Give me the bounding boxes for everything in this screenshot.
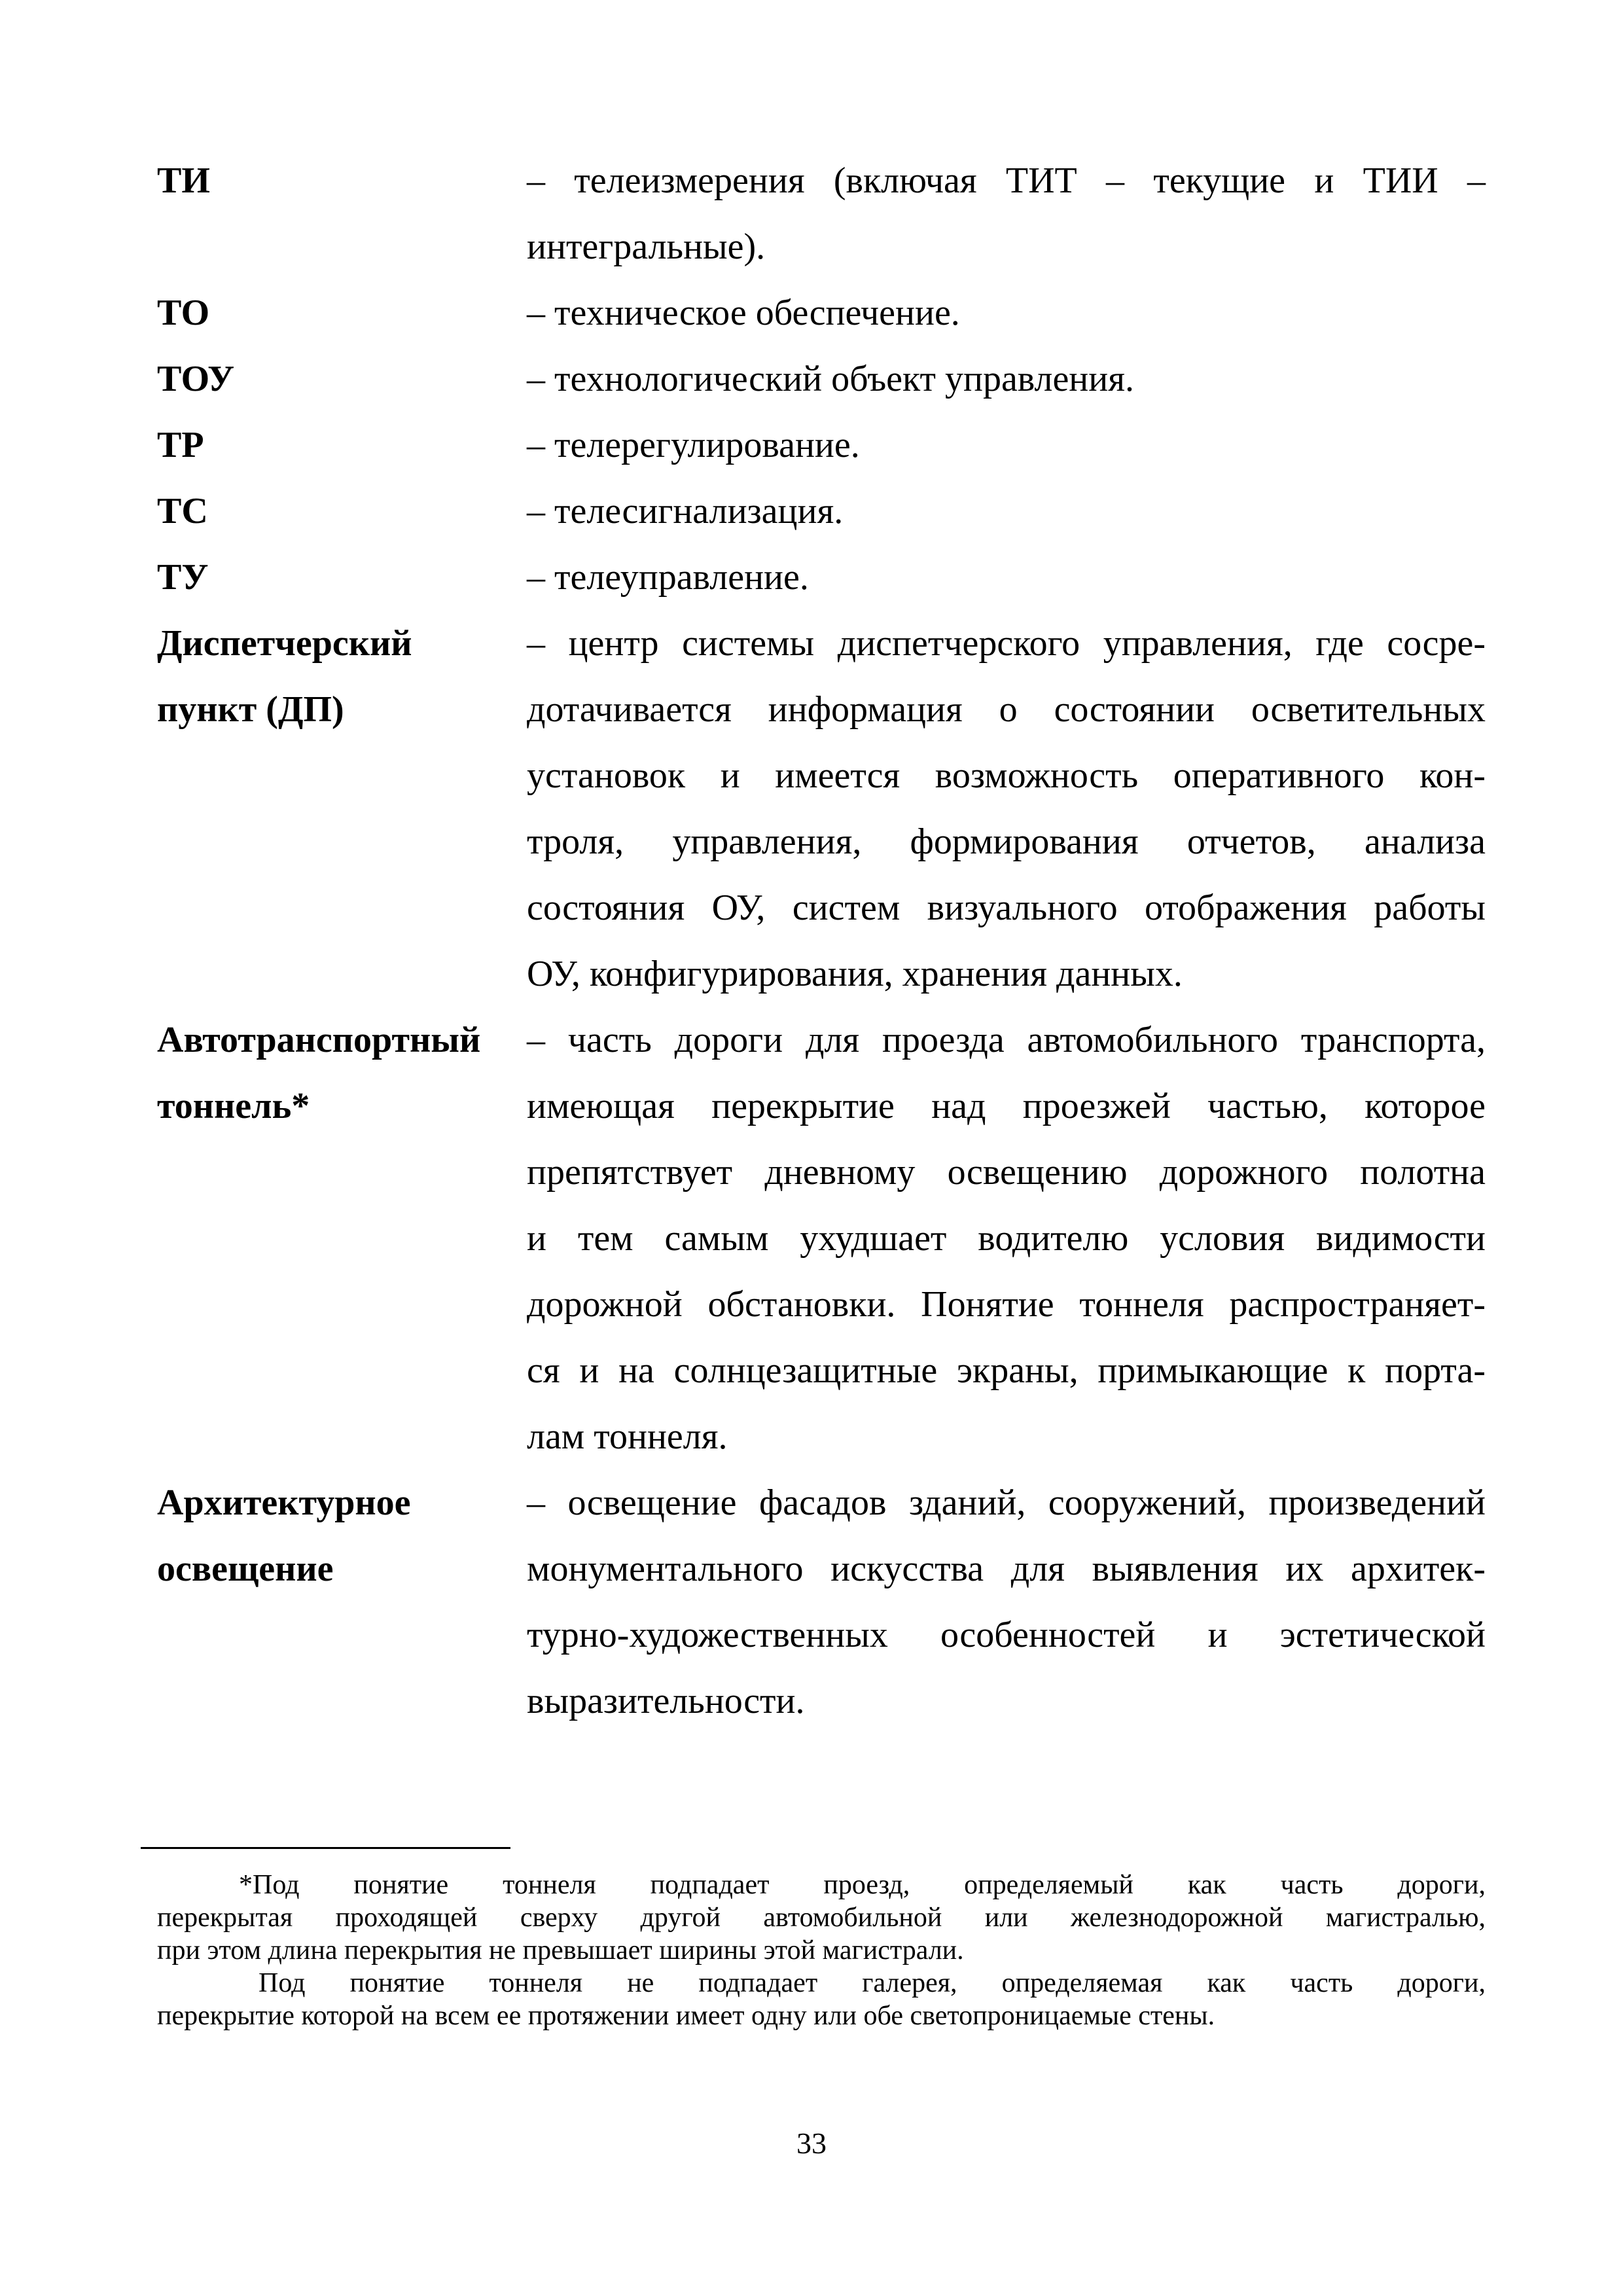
definition-line: интегральные).: [527, 226, 766, 267]
term-line: ТС: [157, 491, 208, 531]
term: [157, 1470, 527, 1602]
footnotes: [157, 1869, 1486, 2032]
definition: [527, 1470, 1486, 1734]
definition-line: дотачивается информация о состоянии осветительных: [527, 689, 1486, 730]
term-line: тоннель*: [157, 1086, 310, 1126]
definition-line: состояния ОУ, систем визуального отображения работы: [527, 888, 1486, 928]
glossary-entry: [157, 1007, 1486, 1470]
definition-line: – технологический объект управления.: [527, 359, 1134, 399]
glossary-entry: [157, 1470, 1486, 1734]
definition: [527, 412, 1486, 478]
glossary-entry: [157, 346, 1486, 412]
term-line: ТИ: [157, 160, 210, 201]
definition: [527, 611, 1486, 1007]
definition-line: имеющая перекрытие над проезжей частью, которое: [527, 1086, 1486, 1126]
definition-line: турно-художественных особенностей и эстетической: [527, 1615, 1486, 1655]
definition-line: – телеизмерения (включая ТИТ – текущие и ТИИ –: [527, 160, 1486, 201]
definition-line: – освещение фасадов зданий, сооружений, произведений: [527, 1482, 1486, 1523]
definition-line: – телесигнализация.: [527, 491, 844, 531]
page-number: 33: [796, 2126, 827, 2160]
term: [157, 545, 527, 611]
term: [157, 412, 527, 478]
term-line: пункт (ДП): [157, 689, 344, 730]
term: [157, 1007, 527, 1139]
term: [157, 148, 527, 214]
footnote-2: [157, 1967, 1486, 2032]
footnote-line: при этом длина перекрытия не превышает ширины этой магистрали.: [157, 1935, 964, 1965]
definition-line: лам тоннеля.: [527, 1416, 728, 1457]
definition: [527, 1007, 1486, 1470]
term-line: ТР: [157, 425, 204, 465]
definition-line: выразительности.: [527, 1681, 805, 1721]
footnote-separator: [141, 1847, 510, 1849]
term: [157, 280, 527, 346]
definition-line: ся и на солнцезащитные экраны, примыкающие к порта-: [527, 1350, 1486, 1391]
definition-line: – часть дороги для проезда автомобильного транспорта,: [527, 1020, 1486, 1060]
footnote-line: перекрытая проходящей сверху другой автомобильной или железнодорожной магистралью,: [157, 1903, 1486, 1933]
definition: [527, 478, 1486, 545]
footnote-line: перекрытие которой на всем ее протяжении имеет одну или обе светопроницаемые стены.: [157, 2001, 1215, 2031]
term-line: освещение: [157, 1549, 334, 1589]
definition: [527, 148, 1486, 280]
definition-line: дорожной обстановки. Понятие тоннеля распространяет-: [527, 1284, 1486, 1325]
term-line: Диспетчерский: [157, 623, 412, 664]
term-line: ТОУ: [157, 359, 235, 399]
glossary-entry: [157, 148, 1486, 280]
footnote-line: *Под понятие тоннеля подпадает проезд, определяемый как часть дороги,: [239, 1870, 1486, 1900]
definition-line: препятствует дневному освещению дорожного полотна: [527, 1152, 1486, 1193]
definition-line: ОУ, конфигурирования, хранения данных.: [527, 954, 1183, 994]
definition-line: установок и имеется возможность оперативного кон-: [527, 755, 1486, 796]
definition: [527, 280, 1486, 346]
definition-line: – техническое обеспечение.: [527, 293, 960, 333]
term-line: ТУ: [157, 557, 209, 598]
term: [157, 346, 527, 412]
footnote-1: [157, 1869, 1486, 1967]
glossary-entry: [157, 611, 1486, 1007]
glossary-entry: [157, 280, 1486, 346]
definition: [527, 545, 1486, 611]
term-line: ТО: [157, 293, 210, 333]
footnote-line: Под понятие тоннеля не подпадает галерея, определяемая как часть дороги,: [259, 1968, 1486, 1998]
definition-line: – телеуправление.: [527, 557, 809, 598]
glossary-entry: [157, 478, 1486, 545]
glossary-entry: [157, 412, 1486, 478]
term-line: Автотранспортный: [157, 1020, 481, 1060]
definition-line: монументального искусства для выявления их архитек-: [527, 1549, 1486, 1589]
definition-line: троля, управления, формирования отчетов, анализа: [527, 821, 1486, 862]
glossary-entry: [157, 545, 1486, 611]
definition-line: – телерегулирование.: [527, 425, 860, 465]
definition: [527, 346, 1486, 412]
term: [157, 611, 527, 743]
definition-line: – центр системы диспетчерского управления, где сосре-: [527, 623, 1486, 664]
definition-line: и тем самым ухудшает водителю условия видимости: [527, 1218, 1486, 1259]
term: [157, 478, 527, 545]
term-line: Архитектурное: [157, 1482, 411, 1523]
glossary: [157, 148, 1486, 1734]
